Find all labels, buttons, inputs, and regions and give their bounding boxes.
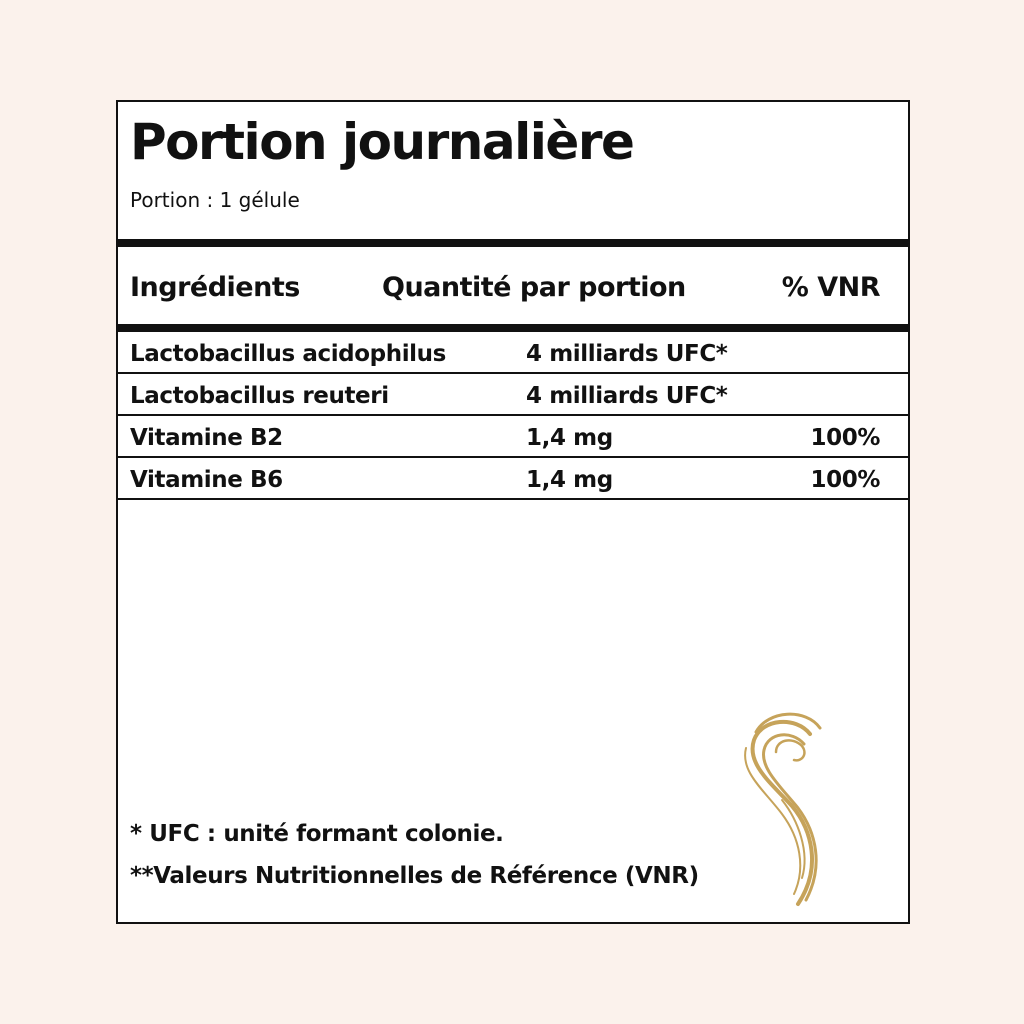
table-header <box>118 247 908 324</box>
column-header-ingredient: Ingrédients <box>130 272 300 303</box>
table-row <box>118 374 908 416</box>
table-row <box>118 458 908 500</box>
ingredient-table <box>118 332 908 500</box>
gold-swirl-icon <box>736 708 846 912</box>
ingredient-quantity: 4 milliards UFC* <box>526 383 728 409</box>
page-title: Portion journalière <box>130 113 634 171</box>
column-header-vnr: % VNR <box>781 272 880 303</box>
ingredient-vnr: 100% <box>810 425 880 451</box>
ingredient-quantity: 1,4 mg <box>526 467 613 493</box>
ingredient-quantity: 4 milliards UFC* <box>526 341 728 367</box>
table-row <box>118 332 908 374</box>
ingredient-name: Lactobacillus acidophilus <box>130 341 446 367</box>
ingredient-name: Vitamine B2 <box>130 425 283 451</box>
table-row <box>118 416 908 458</box>
ingredient-name: Lactobacillus reuteri <box>130 383 389 409</box>
ingredient-vnr: 100% <box>810 467 880 493</box>
serving-size: Portion : 1 gélule <box>130 188 300 212</box>
header-bottom-rule <box>118 324 908 332</box>
nutrition-panel <box>116 100 910 924</box>
footnote-vnr: **Valeurs Nutritionnelles de Référence (VNR) <box>130 863 699 889</box>
column-header-quantity: Quantité par portion <box>382 272 686 303</box>
header-top-rule <box>118 239 908 247</box>
ingredient-quantity: 1,4 mg <box>526 425 613 451</box>
footnote-ufc: * UFC : unité formant colonie. <box>130 821 504 847</box>
ingredient-name: Vitamine B6 <box>130 467 283 493</box>
